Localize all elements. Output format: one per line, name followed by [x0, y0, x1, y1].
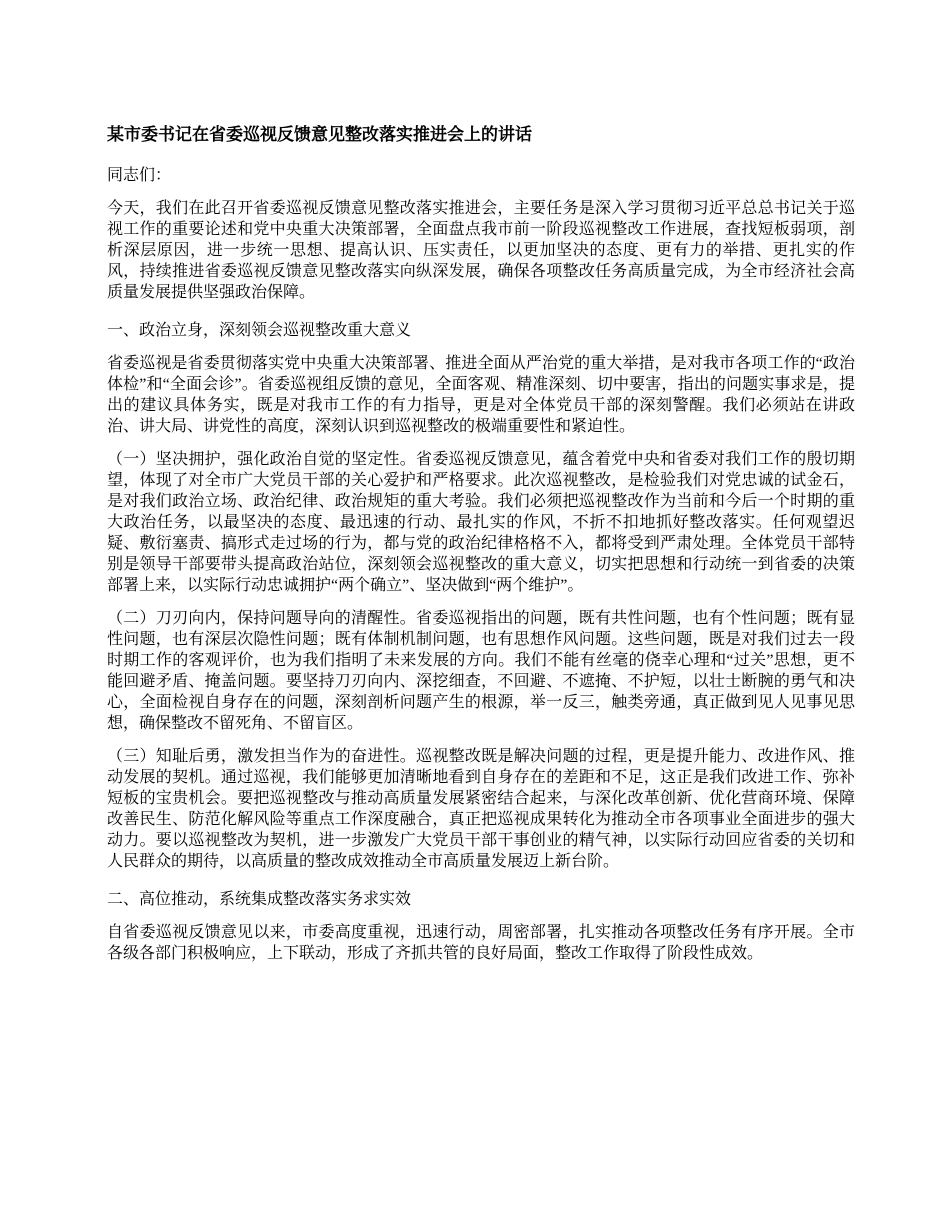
paragraph-point-3: （三）知耻后勇，激发担当作为的奋进性。巡视整改既是解决问题的过程，更是提升能力、改进作风、推动发展的契机。通过巡视，我们能够更加清晰地看到自身存在的差距和不足，这正是我们改进工作、弥补短板的宝贵机会。要把巡视整改与推动高质量发展紧密结合起来，与深化改革创新、优化营商环境、保障改善民生、防范化解风险等重点工作深度融合，真正把巡视成果转化为推动全市各项事业全面进步的强大动力。要以巡视整改为契机，进一步激发广大党员干部干事创业的精气神，以实际行动回应省委的关切和人民群众的期待，以高质量的整改成效推动全市高质量发展迈上新台阶。	[107, 748, 855, 870]
paragraph-intro: 今天，我们在此召开省委巡视反馈意见整改落实推进会，主要任务是深入学习贯彻习近平总总书记关于巡视工作的重要论述和党中央重大决策部署，全面盘点我市前一阶段巡视整改工作进展，查找短板弱项，剖析深层原因，进一步统一思想、提高认识、压实责任，以更加坚决的态度、更有力的举措、更扎实的作风，持续推进省委巡视反馈意见整改落实向纵深发展，确保各项整改任务高质量完成，为全市经济社会高质量发展提供坚强政治保障。	[107, 200, 855, 301]
section-heading-1: 一、政治立身，深刻领会巡视整改重大意义	[107, 322, 412, 339]
section-heading-2: 二、高位推动，系统集成整改落实务求实效	[107, 891, 412, 908]
paragraph-point-1: （一）坚决拥护，强化政治自觉的坚定性。省委巡视反馈意见，蕴含着党中央和省委对我们工作的殷切期望，体现了对全市广大党员干部的关心爱护和严格要求。此次巡视整改，是检验我们对党忠诚的试金石，是对我们政治立场、政治纪律、政治规矩的重大考验。我们必须把巡视整改作为当前和今后一个时期的重大政治任务，以最坚决的态度、最迅速的行动、最扎实的作风，不折不扣地抓好整改落实。任何观望迟疑、敷衍塞责、搞形式走过场的行为，都与党的政治纪律格格不入，都将受到严肃处理。全体党员干部特别是领导干部要带头提高政治站位，深刻领会巡视整改的重大意义，切实把思想和行动统一到省委的决策部署上来，以实际行动忠诚拥护“两个确立”、坚决做到“两个维护”。	[107, 451, 855, 594]
paragraph-point-2: （二）刀刃向内，保持问题导向的清醒性。省委巡视指出的问题，既有共性问题，也有个性问题；既有显性问题，也有深层次隐性问题；既有体制机制问题，也有思想作风问题。这些问题，既是对我们过去一段时期工作的客观评价，也为我们指明了未来发展的方向。我们不能有丝毫的侥幸心理和“过关”思想，更不能回避矛盾、掩盖问题。要坚持刀刃向内、深挖细查，不回避、不遮掩、不护短，以壮士断腕的勇气和决心，全面检视自身存在的问题，深刻剖析问题产生的根源，举一反三，触类旁通，真正做到见人见事见思想，确保整改不留死角、不留盲区。	[107, 610, 855, 732]
paragraph-section2-overview: 自省委巡视反馈意见以来，市委高度重视，迅速行动，周密部署，扎实推动各项整改任务有序开展。全市各级各部门积极响应，上下联动，形成了齐抓共管的良好局面，整改工作取得了阶段性成效。	[107, 924, 855, 962]
salutation: 同志们：	[107, 167, 172, 184]
paragraph-section1-overview: 省委巡视是省委贯彻落实党中央重大决策部署、推进全面从严治党的重大举措，是对我市各项工作的“政治体检”和“全面会诊”。省委巡视组反馈的意见，全面客观、精准深刻、切中要害，指出的问题实事求是，提出的建议具体务实，既是对我市工作的有力指导，更是对全体党员干部的深刻警醒。我们必须站在讲政治、讲大局、讲党性的高度，深刻认识到巡视整改的极端重要性和紧迫性。	[107, 355, 855, 435]
document-title: 某市委书记在省委巡视反馈意见整改落实推进会上的讲话	[107, 125, 532, 144]
